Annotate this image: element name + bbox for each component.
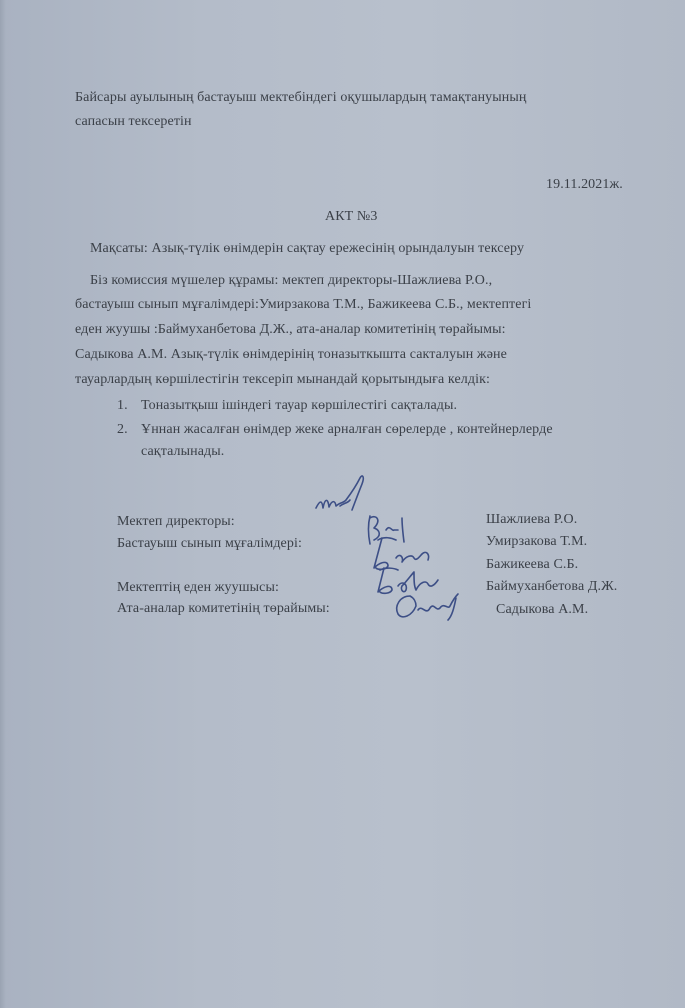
document-date: 19.11.2021ж. (546, 177, 623, 192)
list-item-2-text-line-2: сақталынады. (141, 444, 225, 459)
signature-name-teacher-2: Бажикеева С.Б. (486, 557, 579, 572)
signature-name-parents-chair: Садыкова А.М. (496, 602, 589, 617)
signature-role-director: Мектеп директоры: (117, 514, 235, 529)
body-line-3: еден жуушы :Баймуханбетова Д.Ж., ата-аналар комитетінің төрайымы: (75, 322, 506, 337)
purpose-line: Мақсаты: Азық-түлік өнімдерін сақтау ережесінің орындалуын тексеру (90, 241, 525, 256)
body-line-5: тауарлардың көршілестігін тексеріп мынандай қорытындыға келдік: (75, 372, 490, 387)
heading-line-2: сапасын тексеретін (75, 114, 192, 129)
body-line-4: Садыкова А.М. Азық-түлік өнімдерінің тоназыткышта сакталуын және (75, 347, 507, 362)
signature-name-teacher-1: Умирзакова Т.М. (486, 534, 588, 549)
list-item-1-text: Тоназытқыш ішіндегі тауар көршілестігі сақталады. (141, 398, 458, 413)
body-line-2: бастауыш сынып мұғалімдері:Умирзакова Т.М., Бажикеева С.Б., мектептегі (75, 297, 532, 312)
parents-chair-signature (390, 588, 472, 624)
list-item-2-text-line-1: Ұннан жасалған өнімдер жеке арналған сөрелерде , контейнерлерде (141, 422, 553, 437)
list-item-2-number: 2. (117, 422, 128, 437)
page-edge-shadow (0, 0, 6, 1008)
document-title: АКТ №3 (325, 209, 378, 224)
signature-role-parents-chair: Ата-аналар комитетінің төрайымы: (117, 601, 330, 616)
list-item-1-number: 1. (117, 398, 128, 413)
signature-role-cleaner: Мектептің еден жуушысы: (117, 580, 279, 595)
signature-name-cleaner: Баймуханбетова Д.Ж. (486, 579, 618, 594)
signature-name-director: Шажлиева Р.О. (486, 512, 578, 527)
body-line-1: Біз комиссия мүшелер құрамы: мектеп директоры-Шажлиева Р.О., (90, 273, 493, 288)
heading-line-1: Байсары ауылының бастауыш мектебіндегі оқушылардың тамақтануының (75, 90, 527, 105)
signature-role-teachers: Бастауыш сынып мұғалімдері: (117, 536, 302, 551)
